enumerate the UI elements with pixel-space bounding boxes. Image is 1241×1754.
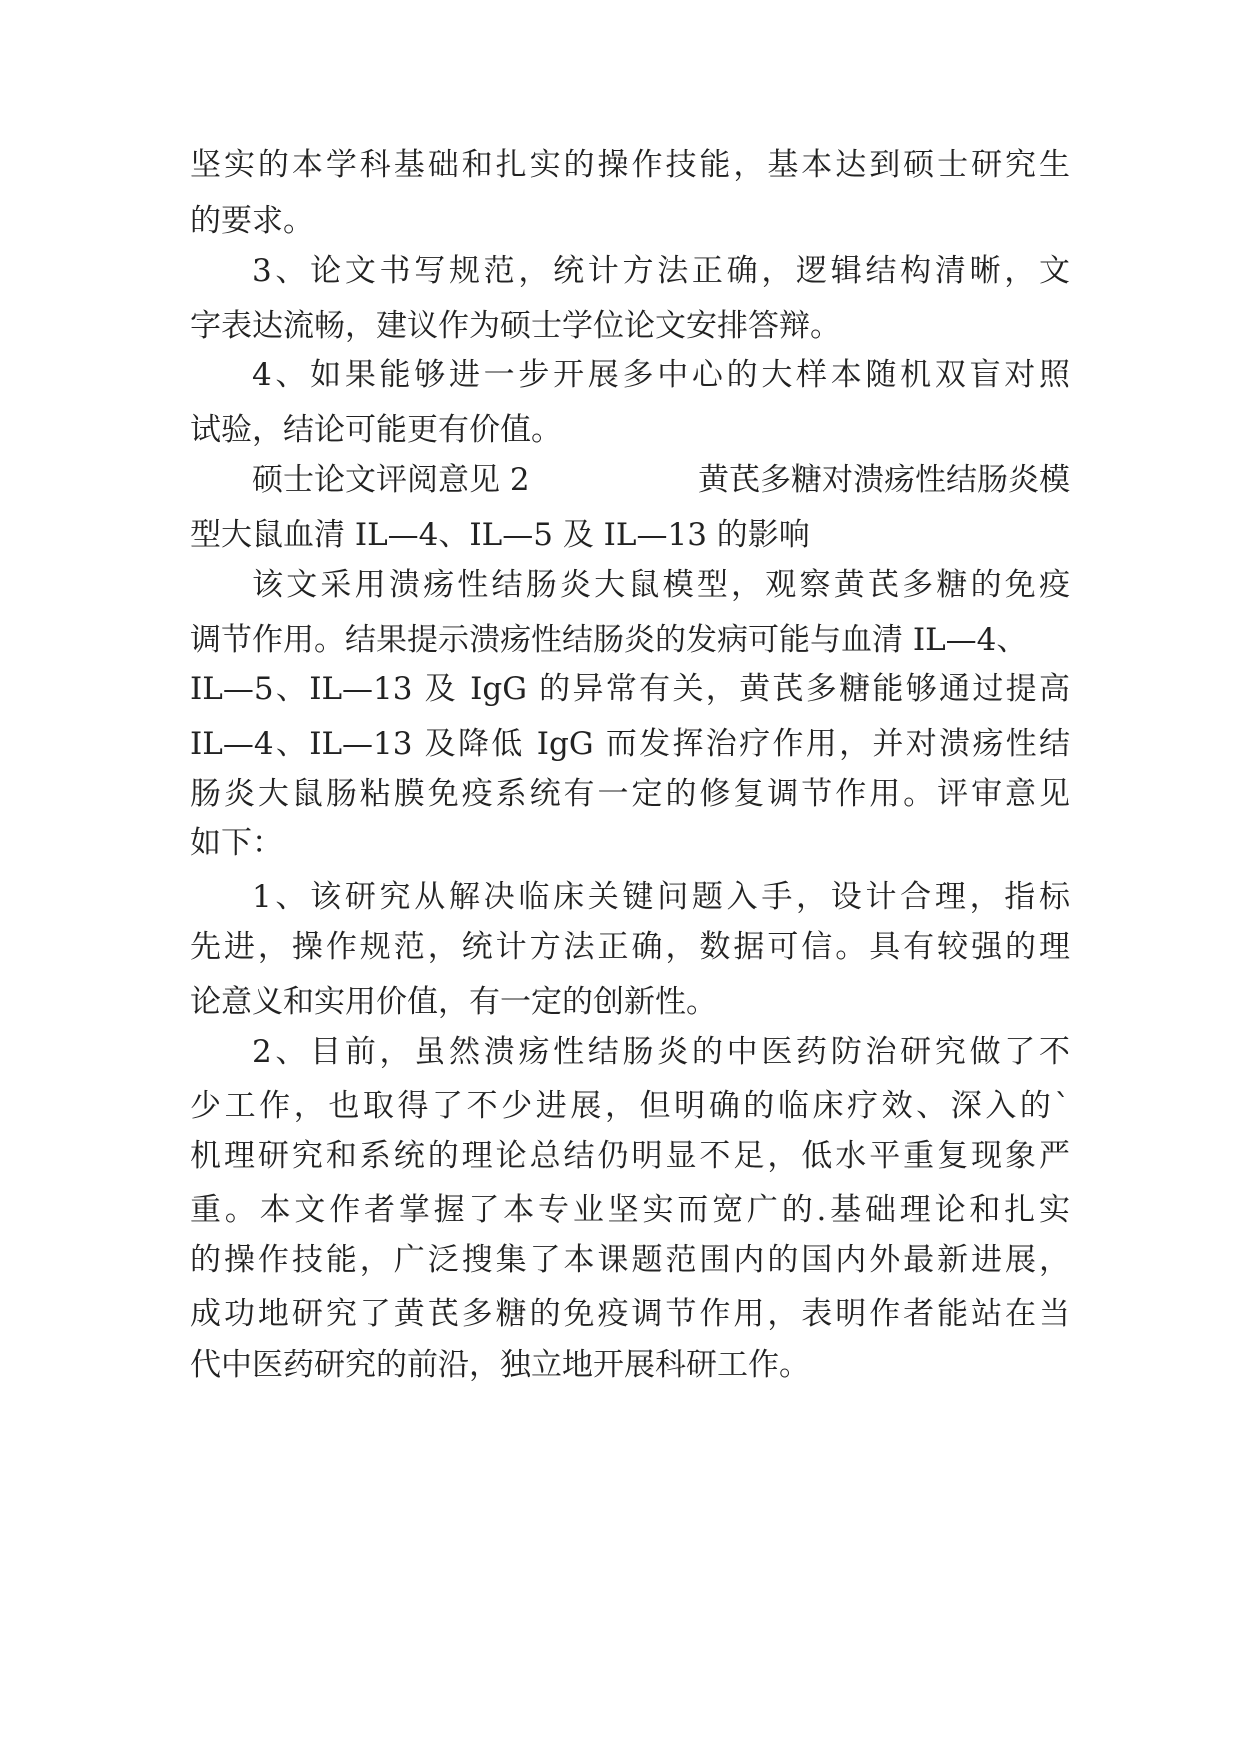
text-line: 4、如果能够进一步开展多中心的大样本随机双盲对照 — [252, 357, 1070, 393]
text-line: 论意义和实用价值，有一定的创新性。 — [190, 984, 717, 1020]
text-line: 成功地研究了黄芪多糖的免疫调节作用，表明作者能站在当 — [190, 1296, 1070, 1332]
text-line: 的要求。 — [190, 203, 314, 239]
text-line: 试验，结论可能更有价值。 — [190, 412, 562, 448]
text-line: 肠炎大鼠肠粘膜免疫系统有一定的修复调节作用。评审意见 — [190, 776, 1070, 812]
text-line: 少工作，也取得了不少进展，但明确的临床疗效、深入的` — [190, 1088, 1070, 1124]
review-label: 硕士论文评阅意见 2 — [252, 462, 530, 498]
text-line: 1、该研究从解决临床关键问题入手，设计合理，指标 — [252, 879, 1070, 915]
text-line: 3、论文书写规范，统计方法正确，逻辑结构清晰，文 — [252, 253, 1070, 289]
text-line: 代中医药研究的前沿，独立地开展科研工作。 — [190, 1347, 810, 1383]
text-line: 如下： — [190, 825, 283, 861]
text-line: IL—4、IL—13 及降低 IgG 而发挥治疗作用，并对溃疡性结 — [190, 726, 1070, 762]
text-line: 2、目前，虽然溃疡性结肠炎的中医药防治研究做了不 — [252, 1034, 1070, 1070]
text-line: 该文采用溃疡性结肠炎大鼠模型，观察黄芪多糖的免疫 — [252, 567, 1070, 603]
text-line: 调节作用。结果提示溃疡性结肠炎的发病可能与血清 IL—4、 — [190, 622, 1028, 658]
text-line: 坚实的本学科基础和扎实的操作技能，基本达到硕士研究生 — [190, 147, 1070, 183]
section-heading — [252, 451, 1070, 509]
text-line: IL—5、IL—13 及 IgG 的异常有关，黄芪多糖能够通过提高 — [190, 671, 1070, 707]
text-line: 字表达流畅，建议作为硕士学位论文安排答辩。 — [190, 308, 841, 344]
text-line: 的操作技能，广泛搜集了本课题范围内的国内外最新进展， — [190, 1242, 1070, 1278]
thesis-title-continuation: 型大鼠血清 IL—4、IL—5 及 IL—13 的影响 — [190, 517, 810, 553]
text-line: 重。本文作者掌握了本专业坚实而宽广的.基础理论和扎实 — [190, 1192, 1070, 1228]
text-line: 先进，操作规范，统计方法正确，数据可信。具有较强的理 — [190, 929, 1070, 965]
text-line: 机理研究和系统的理论总结仍明显不足，低水平重复现象严 — [190, 1138, 1070, 1174]
thesis-title: 黄芪多糖对溃疡性结肠炎模 — [698, 462, 1070, 498]
